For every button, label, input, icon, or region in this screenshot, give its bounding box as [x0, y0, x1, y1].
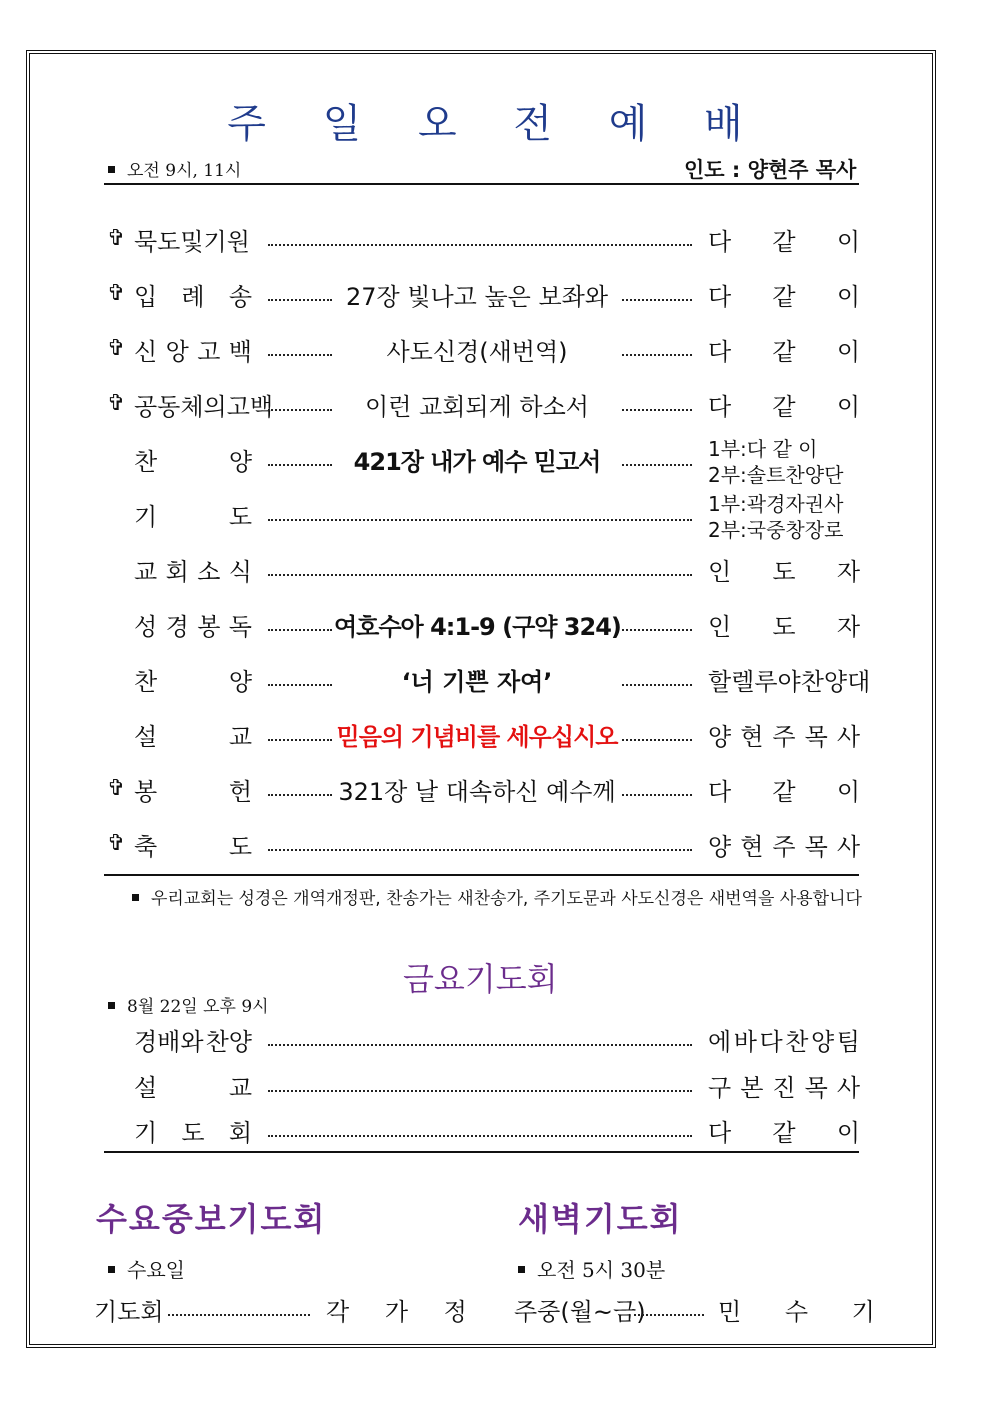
order-label: 설 교: [134, 723, 252, 751]
order-row: [0, 437, 992, 487]
leader-dots: [622, 354, 692, 356]
wednesday-day: [108, 1254, 185, 1283]
order-row: [0, 492, 992, 542]
order-label: 찬 양: [134, 448, 252, 476]
page-title: 주 일 오 전 예 배: [227, 101, 765, 147]
order-row: [0, 552, 992, 592]
bullet-icon: [108, 1002, 115, 1009]
who-part-2: 2부:솔트찬양단: [708, 463, 844, 487]
leader-dots: [634, 1314, 704, 1316]
usage-note-text: 우리교회는 성경은 개역개정판, 찬송가는 새찬송가, 주기도문과 사도신경은 새번역을 사용합니다: [151, 889, 862, 909]
order-content: 믿음의 기념비를 세우십시오: [336, 723, 618, 751]
service-leader: 인도 : 양현주 목사: [684, 158, 857, 182]
order-label: 입 례 송: [134, 283, 252, 311]
order-who: 다 같 이: [708, 228, 860, 256]
order-who: [708, 491, 860, 543]
wednesday-day-text: 수요일: [127, 1258, 185, 1282]
friday-label: 경배와 찬양: [134, 1028, 252, 1056]
leader-dots: [268, 409, 332, 411]
order-row: [0, 332, 992, 372]
friday-row: [0, 1068, 992, 1108]
bullet-icon: [132, 894, 139, 901]
order-label: 찬 양: [134, 668, 252, 696]
leader-dots: [622, 299, 692, 301]
order-content: 여호수아 4:1-9 (구약 324): [334, 613, 621, 641]
order-row: [0, 222, 992, 262]
order-content: 이런 교회되게 하소서: [365, 393, 589, 421]
order-who: [708, 436, 860, 488]
leader-dots: [268, 794, 332, 796]
service-times: [108, 156, 241, 181]
order-who: 양 현 주 목 사: [708, 723, 860, 751]
dawn-time: [518, 1254, 665, 1283]
leader-dots: [622, 684, 692, 686]
friday-label: 설 교: [134, 1074, 252, 1102]
leader-dots: [622, 409, 692, 411]
order-row: [0, 277, 992, 317]
order-bottom-rule: [104, 874, 859, 876]
bullet-icon: [108, 166, 115, 173]
friday-date: [108, 992, 269, 1017]
who-part-1: 1부:다 같 이: [708, 437, 818, 461]
leader-dots: [268, 1090, 692, 1092]
order-content: ‘너 기쁜 자여’: [401, 668, 553, 696]
order-label: 묵도및기원: [134, 228, 250, 256]
order-who: 다 같 이: [708, 283, 860, 311]
order-label: 성 경 봉 독: [134, 613, 252, 641]
order-who: 인 도 자: [708, 558, 860, 586]
order-content: 421장 내가 예수 믿고서: [353, 448, 601, 476]
dawn-row: [0, 1292, 992, 1332]
service-times-text: 오전 9시, 11시: [127, 161, 242, 181]
cross-icon: ✞: [107, 831, 126, 856]
dawn-who: 민 수 기: [718, 1298, 893, 1326]
friday-row: [0, 1113, 992, 1153]
order-label: 신 앙 고 백: [134, 338, 252, 366]
order-who: 다 같 이: [708, 778, 860, 806]
order-row: [0, 772, 992, 812]
order-who: 다 같 이: [708, 393, 860, 421]
leader-dots: [268, 849, 692, 851]
order-label: 교 회 소 식: [134, 558, 252, 586]
friday-date-text: 8월 22일 오후 9시: [127, 997, 269, 1017]
order-row: [0, 387, 992, 427]
leader-dots: [622, 464, 692, 466]
friday-who: 다 같 이: [708, 1119, 860, 1147]
dawn-time-text: 오전 5시 30분: [537, 1258, 666, 1282]
leader-dots: [268, 739, 332, 741]
leader-dots: [268, 574, 692, 576]
order-row: [0, 607, 992, 647]
cross-icon: ✞: [107, 391, 126, 416]
dawn-label: 주중(월~금): [514, 1298, 646, 1326]
friday-who: 에 바 다 찬 양 팀: [708, 1028, 860, 1056]
dawn-title: 새벽기도회: [518, 1200, 683, 1238]
usage-note: [132, 884, 862, 909]
order-who: 다 같 이: [708, 338, 860, 366]
leader-dots: [268, 244, 692, 246]
bullet-icon: [108, 1266, 115, 1273]
order-row: [0, 662, 992, 702]
leader-dots: [268, 1135, 692, 1137]
bullet-icon: [518, 1266, 525, 1273]
who-part-2: 2부:국중창장로: [708, 518, 844, 542]
wednesday-title: 수요중보기도회: [96, 1200, 327, 1238]
cross-icon: ✞: [107, 336, 126, 361]
leader-dots: [268, 519, 692, 521]
leader-dots: [268, 464, 332, 466]
friday-who: 구 본 진 목 사: [708, 1074, 860, 1102]
leader-dots: [268, 299, 332, 301]
leader-dots: [622, 629, 692, 631]
friday-title: 금요기도회: [403, 960, 558, 998]
order-label: 축 도: [134, 833, 252, 861]
friday-label: 기 도 회: [134, 1119, 252, 1147]
cross-icon: ✞: [107, 281, 126, 306]
order-label: 공동체의고백: [134, 393, 274, 421]
order-label: 기 도: [134, 503, 252, 531]
wednesday-who: 각 가 정: [326, 1298, 481, 1326]
order-who: 양 현 주 목 사: [708, 833, 860, 861]
order-content: 27장 빛나고 높은 보좌와: [345, 283, 609, 311]
cross-icon: ✞: [107, 226, 126, 251]
order-who: 할렐루야찬양대: [708, 668, 871, 696]
order-content: 321장 날 대속하신 예수께: [338, 778, 616, 806]
leader-dots: [268, 354, 332, 356]
order-row: [0, 827, 992, 867]
wednesday-label: 기도회: [94, 1298, 164, 1326]
friday-row: [0, 1022, 992, 1062]
order-row: [0, 717, 992, 757]
leader-dots: [268, 1044, 692, 1046]
cross-icon: ✞: [107, 776, 126, 801]
header-rule: [104, 183, 859, 185]
leader-dots: [268, 629, 332, 631]
order-content: 사도신경(새번역): [386, 338, 568, 366]
friday-bottom-rule: [104, 1151, 859, 1153]
who-part-1: 1부:곽경자권사: [708, 492, 844, 516]
leader-dots: [622, 739, 692, 741]
leader-dots: [622, 794, 692, 796]
order-label: 봉 헌: [134, 778, 252, 806]
leader-dots: [268, 684, 332, 686]
order-who: 인 도 자: [708, 613, 860, 641]
